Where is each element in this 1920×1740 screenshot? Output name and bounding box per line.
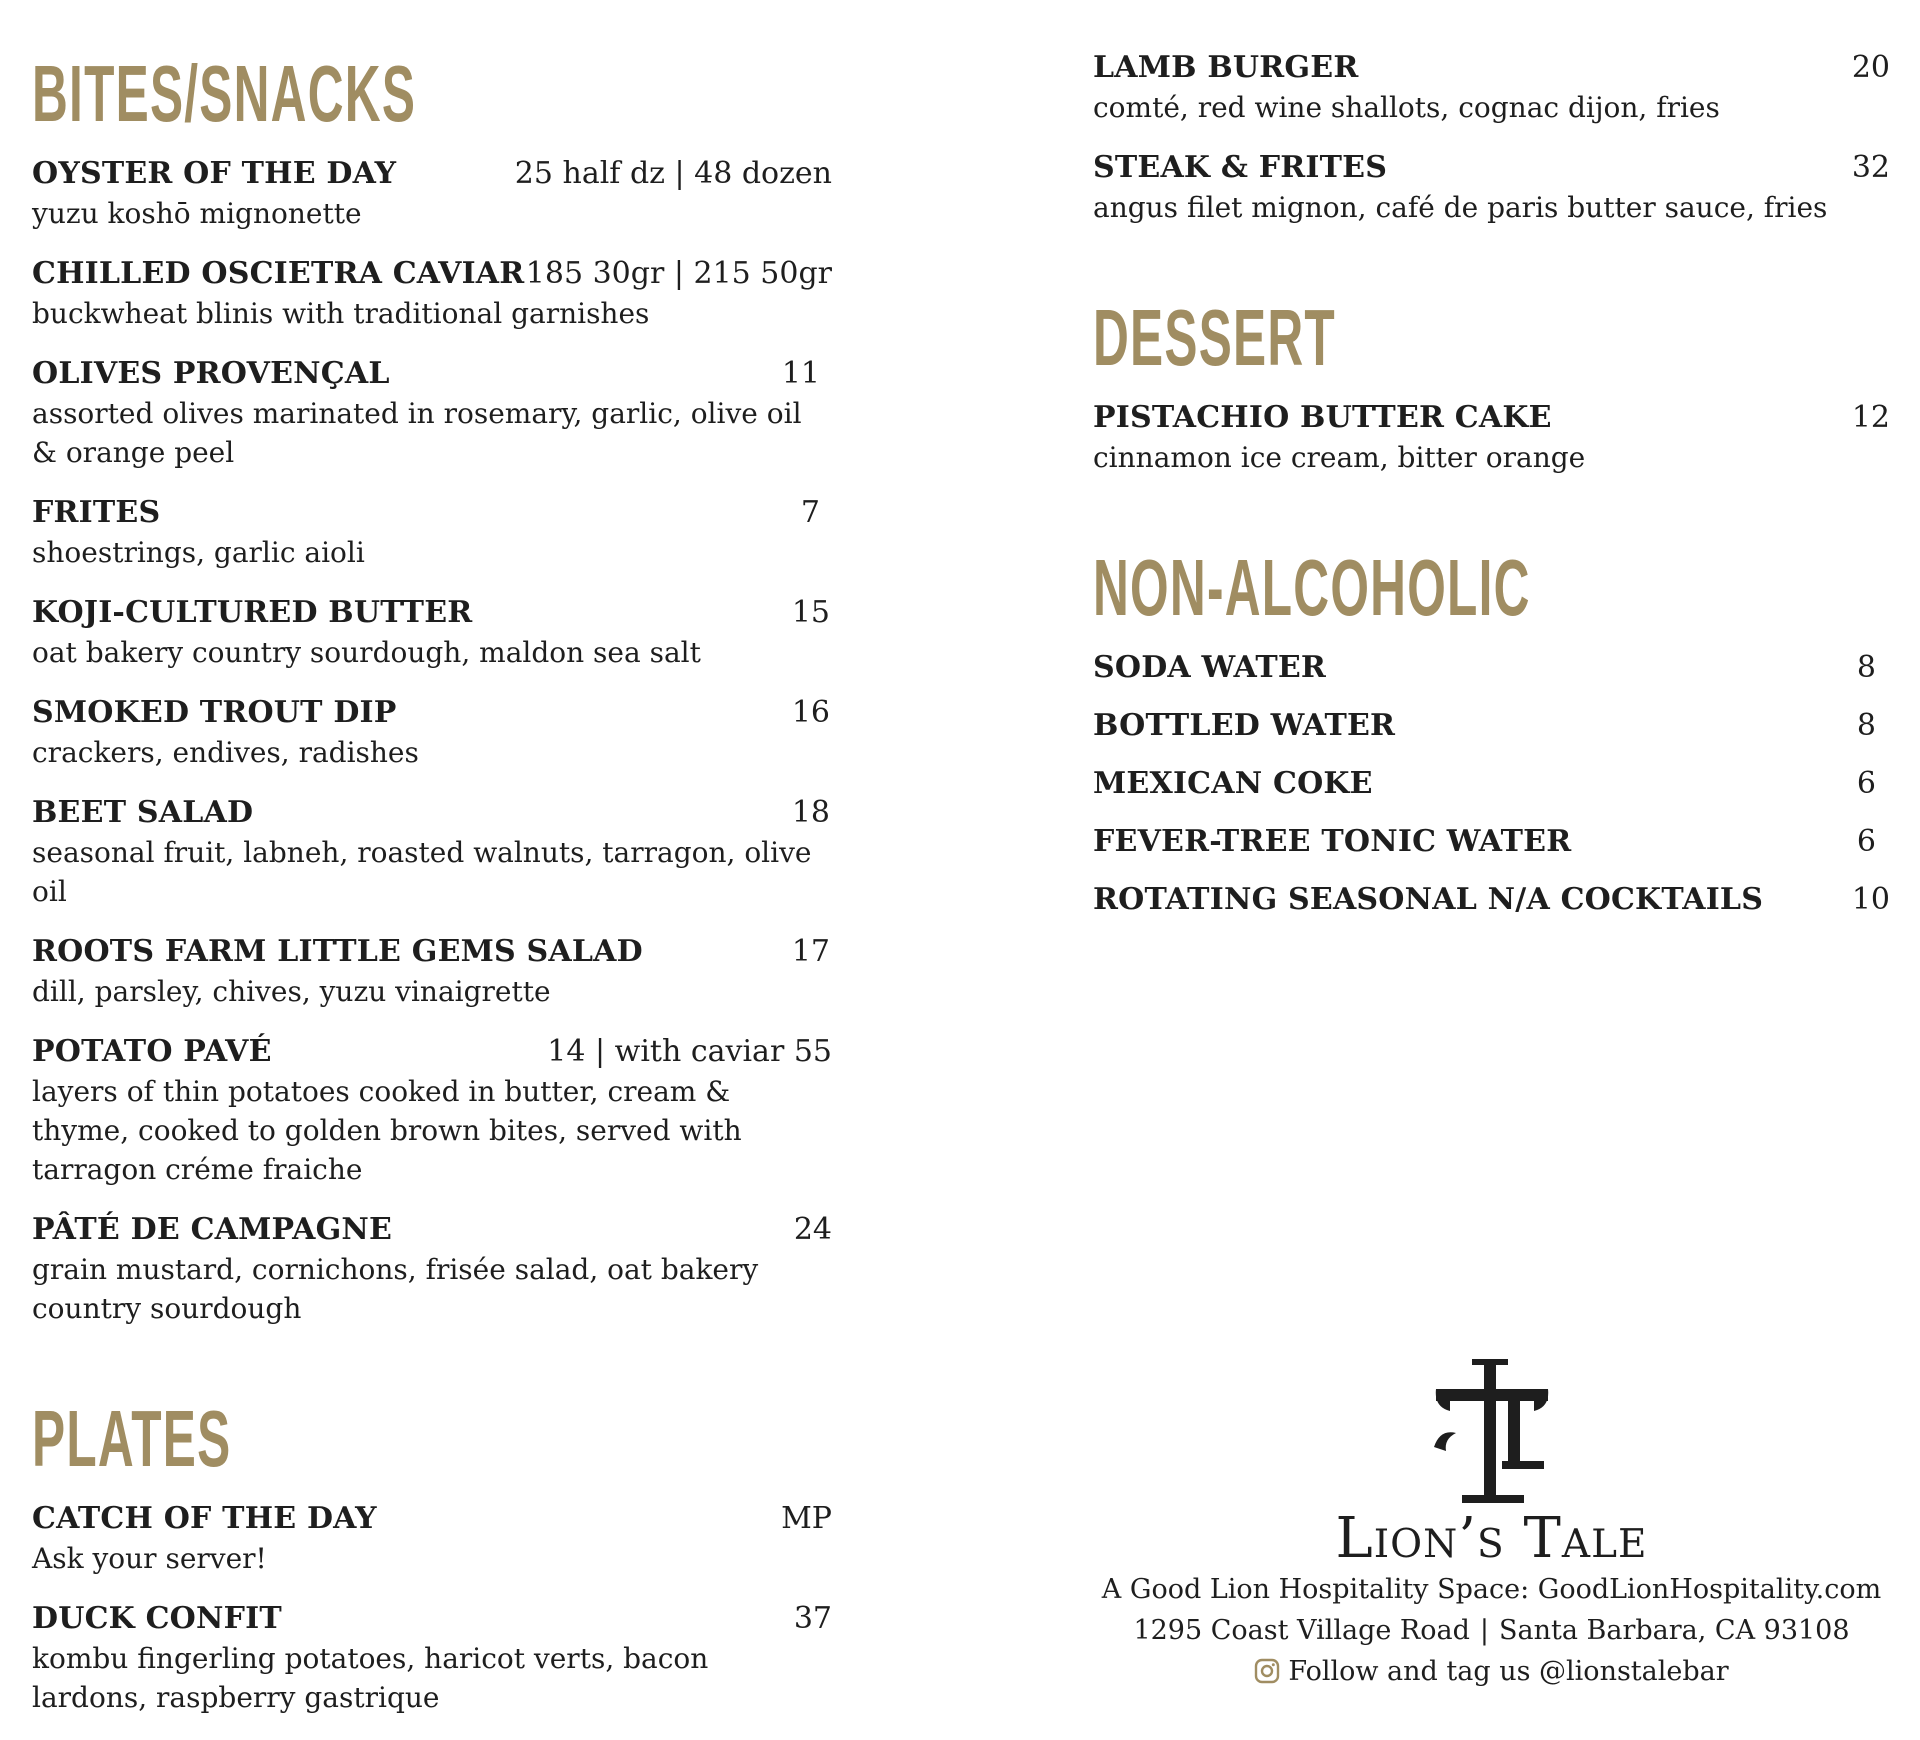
instagram-icon[interactable]: [1254, 1658, 1280, 1684]
item-name: MEXICAN COKE: [1093, 766, 1373, 801]
item-name: STEAK & FRITES: [1093, 150, 1388, 185]
item-name: OYSTER OF THE DAY: [32, 156, 397, 191]
item-description: Ask your server!: [32, 1542, 267, 1575]
item-name: FRITES: [32, 495, 161, 530]
address-line: [1093, 1610, 1890, 1651]
item-name: SMOKED TROUT DIP: [32, 695, 397, 730]
item-price: 15: [791, 595, 830, 630]
item-price: 7: [800, 495, 820, 530]
section-title-plates: PLATES: [32, 1394, 232, 1483]
item-description: shoestrings, garlic aioli: [32, 536, 365, 569]
item-price: 6: [1856, 824, 1876, 859]
item-price: 185 30gr | 215 50gr: [525, 256, 832, 291]
tagline: A Good Lion Hospitality Space: GoodLionHospitality.com: [1101, 1574, 1882, 1605]
item-price: 18: [791, 795, 830, 830]
menu-item: [32, 932, 832, 1011]
item-name: CATCH OF THE DAY: [32, 1501, 377, 1536]
item-price: 8: [1856, 708, 1876, 743]
section-title-dessert: DESSERT: [1093, 293, 1336, 382]
menu-item: [32, 1599, 832, 1717]
item-description: kombu fingerling potatoes, haricot verts, bacon lardons, raspberry gastrique: [32, 1642, 709, 1714]
brand-name: Lion’s Tale: [1335, 1506, 1648, 1571]
monogram-logo-icon: [1432, 1355, 1552, 1505]
section-title-bites: BITES/SNACKS: [32, 49, 417, 138]
menu-item: [1093, 822, 1890, 862]
item-name: BEET SALAD: [32, 795, 254, 830]
item-price: 32: [1851, 150, 1890, 185]
menu-item: [32, 254, 832, 333]
social-handle[interactable]: Follow and tag us @lionstalebar: [1288, 1656, 1729, 1687]
item-name: ROTATING SEASONAL N/A COCKTAILS: [1093, 882, 1764, 917]
menu-item: [32, 793, 832, 911]
item-description: comté, red wine shallots, cognac dijon, fries: [1093, 91, 1720, 124]
menu-item: [32, 1499, 832, 1578]
menu-item: [32, 354, 832, 472]
item-price: 10: [1851, 882, 1890, 917]
item-name: KOJI-CULTURED BUTTER: [32, 595, 473, 630]
item-price: 8: [1856, 650, 1876, 685]
item-name: CHILLED OSCIETRA CAVIAR: [32, 256, 525, 291]
menu-item: [32, 154, 832, 233]
social-line: [1093, 1651, 1890, 1692]
brand-footer: [1093, 1355, 1890, 1692]
item-description: layers of thin potatoes cooked in butter, cream & thyme, cooked to golden brown bites, served with tarragon créme fraiche: [32, 1075, 742, 1186]
item-price: 12: [1851, 400, 1890, 435]
city-address: Santa Barbara, CA 93108: [1499, 1615, 1850, 1646]
menu-item: [32, 593, 832, 672]
item-price: 24: [793, 1212, 832, 1247]
item-price: 17: [791, 934, 830, 969]
item-description: grain mustard, cornichons, frisée salad, oat bakery country sourdough: [32, 1253, 759, 1325]
item-name: DUCK CONFIT: [32, 1601, 282, 1636]
menu-item: [32, 1210, 832, 1328]
menu-item: [1093, 48, 1890, 127]
item-name: LAMB BURGER: [1093, 50, 1359, 85]
item-description: cinnamon ice cream, bitter orange: [1093, 441, 1586, 474]
menu-item: [1093, 706, 1890, 746]
item-name: ROOTS FARM LITTLE GEMS SALAD: [32, 934, 643, 969]
item-name: PÂTÉ DE CAMPAGNE: [32, 1212, 393, 1247]
item-price: 25 half dz | 48 dozen: [514, 156, 832, 191]
item-name: PISTACHIO BUTTER CAKE: [1093, 400, 1552, 435]
left-column: [32, 48, 832, 1738]
item-price: 20: [1851, 50, 1890, 85]
item-price: 16: [791, 695, 830, 730]
item-description: angus filet mignon, café de paris butter sauce, fries: [1093, 191, 1828, 224]
item-description: oat bakery country sourdough, maldon sea salt: [32, 636, 701, 669]
item-description: crackers, endives, radishes: [32, 736, 419, 769]
menu-item: [1093, 880, 1890, 920]
item-price: 6: [1856, 766, 1876, 801]
menu-item: [32, 493, 832, 572]
menu-item: [1093, 648, 1890, 688]
menu-item: [1093, 398, 1890, 477]
menu-item: [1093, 148, 1890, 227]
item-price: 14 | with caviar 55: [547, 1034, 832, 1069]
item-price: MP: [781, 1501, 832, 1536]
item-name: SODA WATER: [1093, 650, 1327, 685]
item-price: 11: [781, 356, 820, 391]
street-address: 1295 Coast Village Road: [1133, 1615, 1470, 1646]
item-description: yuzu koshō mignonette: [32, 197, 362, 230]
menu-item: [32, 693, 832, 772]
item-price: 37: [793, 1601, 832, 1636]
item-name: FEVER-TREE TONIC WATER: [1093, 824, 1572, 859]
section-title-non-alcoholic: NON-ALCOHOLIC: [1093, 543, 1531, 632]
item-name: BOTTLED WATER: [1093, 708, 1396, 743]
separator: |: [1479, 1615, 1489, 1646]
right-column: [1093, 48, 1890, 938]
item-name: POTATO PAVÉ: [32, 1034, 272, 1069]
item-description: assorted olives marinated in rosemary, garlic, olive oil & orange peel: [32, 397, 802, 469]
item-name: OLIVES PROVENÇAL: [32, 356, 390, 391]
item-description: seasonal fruit, labneh, roasted walnuts, tarragon, olive oil: [32, 836, 812, 908]
menu-item: [1093, 764, 1890, 804]
menu-item: [32, 1032, 832, 1189]
item-description: dill, parsley, chives, yuzu vinaigrette: [32, 975, 551, 1008]
item-description: buckwheat blinis with traditional garnishes: [32, 297, 650, 330]
